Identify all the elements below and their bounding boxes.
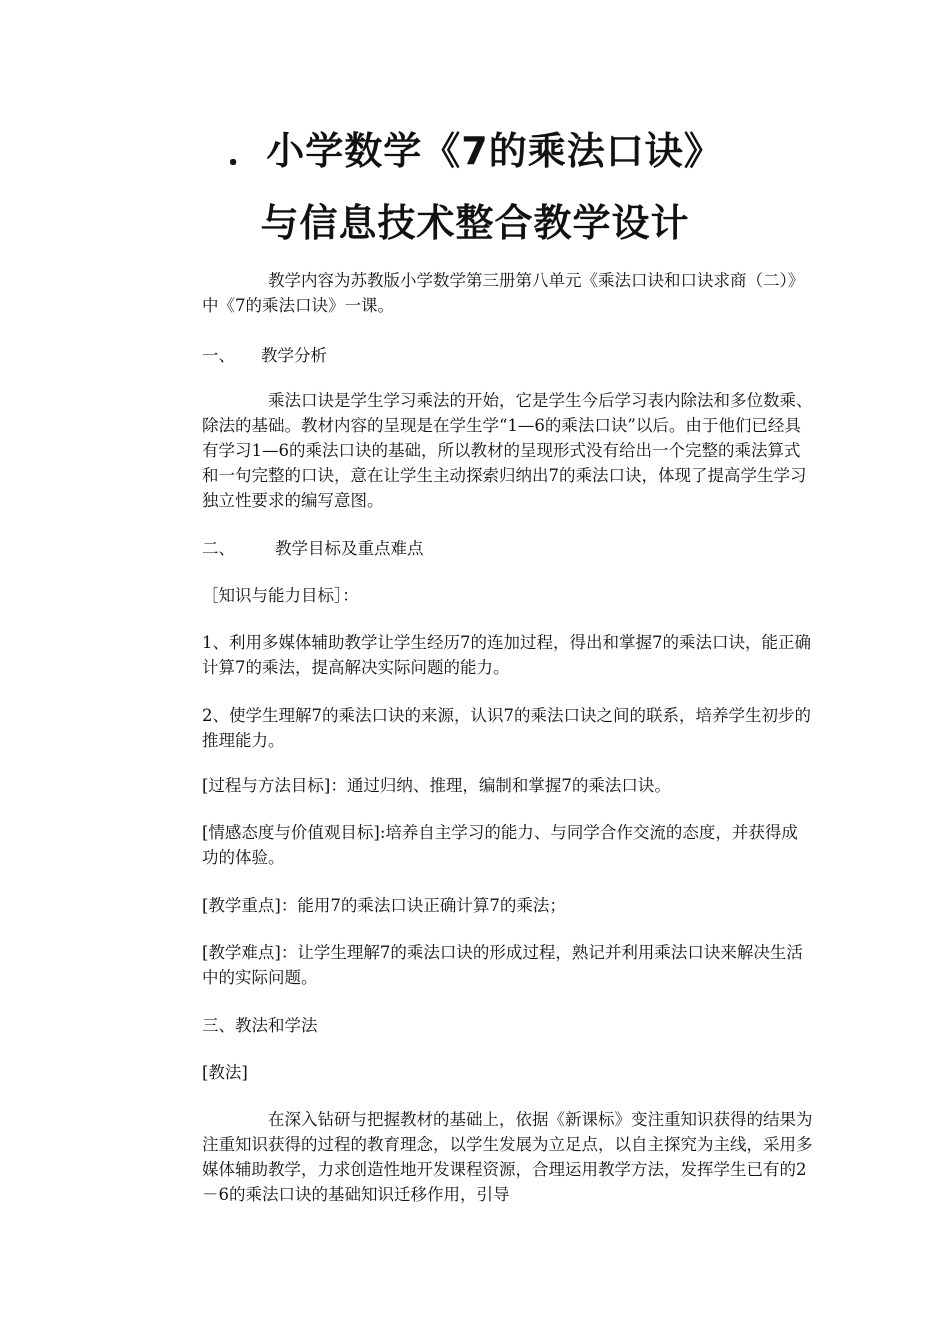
section-heading-1 [202, 343, 814, 368]
emotion-goal: [情感态度与价值观目标]:培养自主学习的能力、与同学合作交流的态度，并获得成功的体验。 [202, 823, 798, 867]
analysis-paragraph: 乘法口诀是学生学习乘法的开始，它是学生今后学习表内除法和多位数乘、除法的基础。教材内容的呈现是在学生学“1—6的乘法口诀”以后。由于他们已经具有学习1—6的乘法口诀的基础，所以教材的呈现形式没有给出一个完整的乘法算式和一句完整的口诀，意在让学生主动探索归纳出7的乘法口诀，体现了提高学生学习独立性要求的编写意图。 [202, 391, 813, 510]
section-title: 教学目标及重点难点 [275, 539, 424, 558]
section-number: 二、 [202, 539, 235, 558]
knowledge-goal-label: ［知识与能力目标］： [202, 586, 359, 605]
section-title: 教学分析 [261, 346, 327, 365]
section-heading-2 [202, 536, 814, 561]
key-point: [教学重点]：能用7的乘法口诀正确计算7的乘法； [202, 896, 566, 915]
difficulty-point: [教学难点]：让学生理解7的乘法口诀的形成过程，熟记并利用乘法口诀来解决生活中的实际问题。 [202, 943, 803, 987]
section-number: 一、 [202, 346, 235, 365]
document-title-line2: 与信息技术整合教学设计 [260, 201, 690, 245]
document-title-line1: ．小学数学《7的乘法口诀》 [227, 129, 723, 173]
method-label: [教法] [202, 1063, 248, 1082]
section-heading-3: 三、教法和学法 [202, 1016, 318, 1035]
goal-item-2: 2、使学生理解7的乘法口诀的来源，认识7的乘法口诀之间的联系，培养学生初步的推理能力。 [202, 706, 811, 750]
method-paragraph: 在深入钻研与把握教材的基础上，依据《新课标》变注重知识获得的结果为注重知识获得的过程的教育理念，以学生发展为立足点，以自主探究为主线，采用多媒体辅助教学，力求创造性地开发课程资源，合理运用教学方法，发挥学生已有的2－6的乘法口诀的基础知识迁移作用，引导 [202, 1110, 813, 1204]
intro-paragraph: 教学内容为苏教版小学数学第三册第八单元《乘法口诀和口诀求商（二）》中《7的乘法口诀》一课。 [202, 271, 805, 315]
goal-item-1: 1、利用多媒体辅助教学让学生经历7的连加过程，得出和掌握7的乘法口诀，能正确计算7的乘法，提高解决实际问题的能力。 [202, 633, 811, 677]
process-goal: [过程与方法目标]：通过归纳、推理，编制和掌握7的乘法口诀。 [202, 776, 671, 795]
